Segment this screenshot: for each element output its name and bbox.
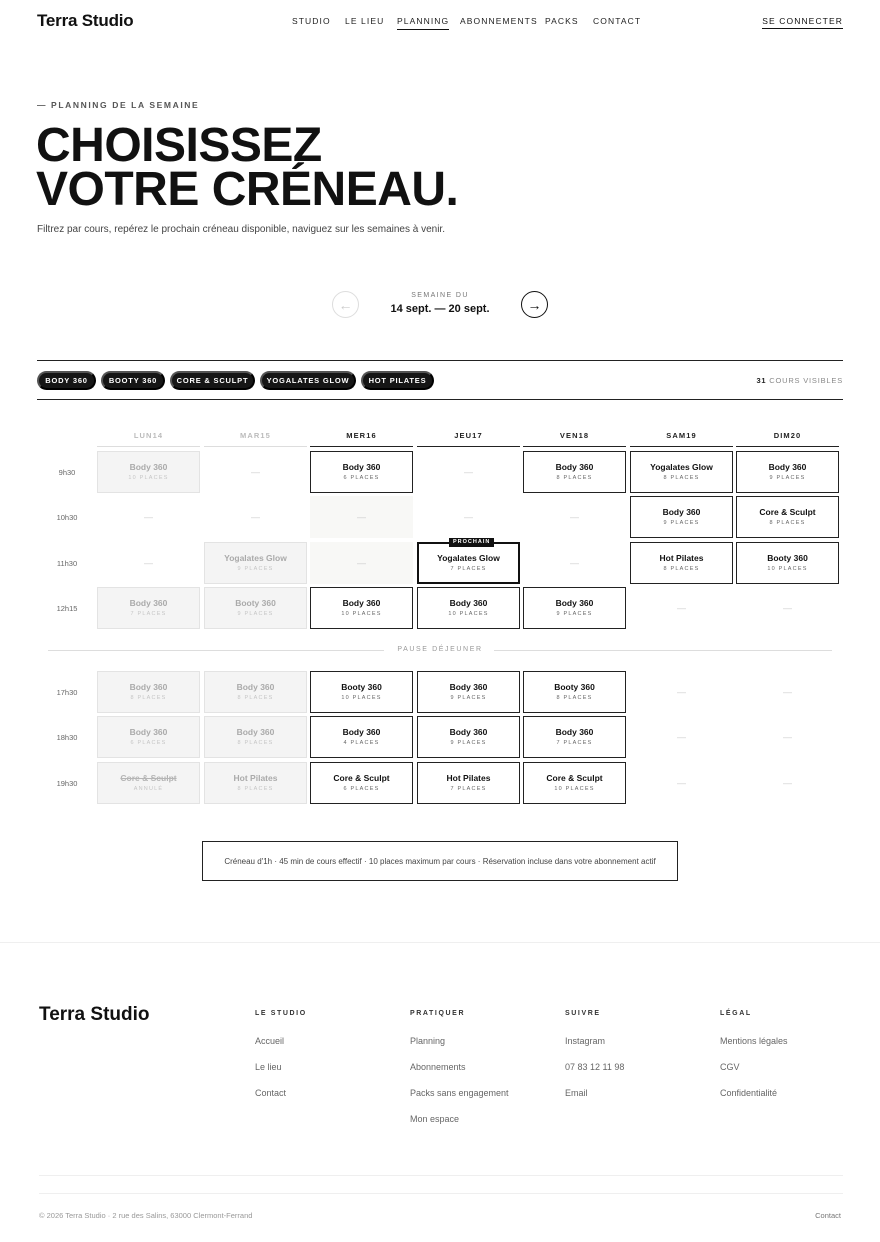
footer-divider [0, 942, 880, 943]
footer-link-contact[interactable]: Contact [255, 1088, 287, 1098]
filter-chip-hot-pilates[interactable]: HOT PILATES [361, 371, 434, 390]
class-slot [204, 671, 307, 713]
class-places: 7 PLACES [450, 566, 487, 572]
footer-link-phone[interactable]: 07 83 12 11 98 [565, 1062, 625, 1072]
section-eyebrow: — PLANNING DE LA SEMAINE [37, 100, 200, 110]
class-name: Booty 360 [554, 682, 595, 692]
empty-slot: — [677, 687, 686, 697]
footer-link-accueil[interactable]: Accueil [255, 1036, 285, 1046]
day-header-rule [310, 446, 413, 447]
filter-chip-body-360[interactable]: BODY 360 [37, 371, 96, 390]
empty-slot: — [783, 687, 792, 697]
class-name: Booty 360 [767, 553, 808, 563]
class-slot[interactable] [523, 762, 626, 804]
class-places: 8 PLACES [556, 695, 593, 701]
class-name: Yogalates Glow [650, 462, 713, 472]
week-label: SEMAINE DU [411, 292, 469, 299]
class-name: Core & Sculpt [333, 773, 390, 783]
class-name: Hot Pilates [659, 553, 704, 563]
class-slot [97, 451, 200, 493]
nav-studio[interactable]: STUDIO [292, 16, 331, 26]
class-slot[interactable] [310, 762, 413, 804]
class-name: Hot Pilates [233, 773, 278, 783]
class-slot[interactable] [523, 671, 626, 713]
class-places: 9 PLACES [450, 740, 487, 746]
empty-slot: — [144, 512, 153, 522]
filter-chip-booty-360[interactable]: BOOTY 360 [101, 371, 165, 390]
class-slot [97, 671, 200, 713]
class-places: 9 PLACES [769, 475, 806, 481]
class-name: Booty 360 [235, 598, 276, 608]
day-header: JEU17 [454, 431, 483, 440]
class-name: Core & Sculpt [120, 773, 177, 783]
empty-slot: — [677, 603, 686, 613]
footer-link-abonnements[interactable]: Abonnements [410, 1062, 466, 1072]
nav-le-lieu[interactable]: LE LIEU [345, 16, 385, 26]
week-range: 14 sept. — 20 sept. [390, 303, 490, 315]
pause-label: PAUSE DÉJEUNER [397, 646, 483, 653]
day-header-rule [204, 446, 307, 447]
class-name: Body 360 [342, 598, 381, 608]
day-header: MER16 [346, 431, 377, 440]
footer-link-planning[interactable]: Planning [410, 1036, 446, 1046]
footer-col-title: PRATIQUER [410, 1010, 466, 1017]
empty-slot: — [310, 496, 413, 538]
day-header-rule [736, 446, 839, 447]
class-places: 10 PLACES [128, 475, 169, 481]
class-places: 8 PLACES [237, 695, 274, 701]
class-slot[interactable] [736, 496, 839, 538]
nav-abonnements[interactable]: ABONNEMENTS [460, 16, 538, 26]
visible-count [756, 376, 843, 385]
class-places: 8 PLACES [556, 475, 593, 481]
footer-link-packs[interactable]: Packs sans engagement [410, 1088, 509, 1098]
footer-link-confidentialite[interactable]: Confidentialité [720, 1088, 778, 1098]
time-label: 9h30 [58, 468, 76, 477]
top-navigation [0, 0, 880, 44]
visible-count-value: 31 [756, 376, 767, 385]
class-slot [204, 542, 307, 584]
class-name: Body 360 [129, 598, 168, 608]
filter-chip-core-sculpt[interactable]: CORE & SCULPT [170, 371, 255, 390]
pause-divider [48, 650, 384, 651]
class-name: Yogalates Glow [224, 553, 287, 563]
filter-chip-yogalates-glow[interactable]: YOGALATES GLOW [260, 371, 356, 390]
next-week-button[interactable] [521, 291, 548, 318]
class-slot [97, 716, 200, 758]
visible-count-label: COURS VISIBLES [766, 376, 843, 385]
class-places: 6 PLACES [130, 740, 167, 746]
class-slot[interactable] [630, 496, 733, 538]
footer-col-title: LÉGAL [720, 1010, 752, 1017]
day-header: MAR15 [240, 431, 271, 440]
empty-slot: — [677, 732, 686, 742]
class-slot [204, 762, 307, 804]
class-slot [97, 587, 200, 629]
filters-top-rule [37, 360, 843, 361]
class-name: Body 360 [342, 462, 381, 472]
footer-rule [39, 1193, 843, 1194]
empty-slot: — [251, 512, 260, 522]
class-places: 9 PLACES [556, 611, 593, 617]
empty-slot: — [570, 512, 579, 522]
day-header-rule [417, 446, 520, 447]
footer-link-le-lieu[interactable]: Le lieu [255, 1062, 282, 1072]
class-places: 6 PLACES [343, 475, 380, 481]
class-slot[interactable] [736, 542, 839, 584]
empty-slot: — [464, 467, 473, 477]
class-slot[interactable] [417, 716, 520, 758]
class-slot[interactable] [310, 587, 413, 629]
class-places: 7 PLACES [130, 611, 167, 617]
page-title-line-2: VOTRE CRÉNEAU. [36, 163, 459, 216]
class-places: 8 PLACES [130, 695, 167, 701]
class-name: Booty 360 [341, 682, 382, 692]
footer-link-mon-espace[interactable]: Mon espace [410, 1114, 460, 1124]
class-places: 8 PLACES [237, 740, 274, 746]
arrow-right-icon: → [527, 296, 542, 313]
empty-slot: — [783, 732, 792, 742]
nav-packs[interactable]: PACKS [545, 16, 579, 26]
footer-link-cgv[interactable]: CGV [720, 1062, 740, 1072]
class-places: 8 PLACES [663, 475, 700, 481]
main-nav [0, 16, 880, 32]
class-slot-cancelled [97, 762, 200, 804]
copyright: © 2026 Terra Studio · 2 rue des Salins, 63000 Clermont-Ferrand [39, 1211, 253, 1220]
class-name: Body 360 [555, 462, 594, 472]
empty-slot: — [570, 558, 579, 568]
class-places: 10 PLACES [554, 786, 595, 792]
class-slot [204, 716, 307, 758]
class-name: Body 360 [662, 507, 701, 517]
empty-slot: — [783, 603, 792, 613]
footer-rule [39, 1175, 843, 1176]
footer-col-pratiquer [410, 1010, 509, 1140]
class-places: 4 PLACES [343, 740, 380, 746]
class-slot[interactable] [310, 451, 413, 493]
time-label: 19h30 [56, 779, 78, 788]
footer-link-instagram[interactable]: Instagram [565, 1036, 606, 1046]
nav-planning[interactable]: PLANNING [397, 16, 449, 30]
class-slot[interactable] [523, 451, 626, 493]
time-label: 10h30 [56, 513, 78, 522]
class-places: 7 PLACES [556, 740, 593, 746]
class-name: Body 360 [129, 682, 168, 692]
class-slot[interactable] [417, 671, 520, 713]
class-name: Body 360 [768, 462, 807, 472]
empty-slot: — [464, 512, 473, 522]
class-slot[interactable] [310, 716, 413, 758]
class-name: Yogalates Glow [437, 553, 500, 563]
day-header-rule [97, 446, 200, 447]
pause-divider [494, 650, 832, 651]
class-slot[interactable] [417, 587, 520, 629]
day-header: LUN14 [133, 431, 164, 440]
class-places: 10 PLACES [767, 566, 808, 572]
class-name: Hot Pilates [446, 773, 491, 783]
empty-slot: — [144, 558, 153, 568]
class-places: 7 PLACES [450, 786, 487, 792]
class-places: 8 PLACES [663, 566, 700, 572]
footer-link-mentions-legales[interactable]: Mentions légales [720, 1036, 788, 1046]
class-places: 10 PLACES [341, 695, 382, 701]
class-places: 9 PLACES [663, 520, 700, 526]
class-places: 8 PLACES [769, 520, 806, 526]
day-header-rule [523, 446, 626, 447]
class-slot[interactable] [736, 451, 839, 493]
info-box: Créneau d'1h · 45 min de cours effectif · 10 places maximum par cours · Réservation incluse dans votre abonnement actif [202, 841, 678, 881]
page-title [36, 119, 459, 216]
page-title-line-1: CHOISISSEZ [36, 119, 322, 172]
class-name: Body 360 [236, 682, 275, 692]
empty-slot: — [677, 778, 686, 788]
class-places: 9 PLACES [237, 566, 274, 572]
time-label: 18h30 [56, 733, 78, 742]
arrow-left-icon: ← [338, 296, 353, 313]
class-name: Body 360 [449, 682, 488, 692]
class-name: Core & Sculpt [546, 773, 603, 783]
nav-contact[interactable]: CONTACT [593, 16, 642, 26]
site-logo[interactable]: Terra Studio [37, 11, 134, 30]
time-label: 11h30 [56, 559, 78, 568]
day-header-rule [630, 446, 733, 447]
class-slot[interactable] [523, 716, 626, 758]
footer-col-suivre [565, 1010, 624, 1114]
class-slot-next[interactable] [417, 539, 520, 584]
class-places: 6 PLACES [343, 786, 380, 792]
class-slot[interactable] [630, 451, 733, 493]
class-slot [204, 587, 307, 629]
empty-slot: — [783, 778, 792, 788]
class-name: Body 360 [129, 727, 168, 737]
class-name: Body 360 [342, 727, 381, 737]
class-places: 10 PLACES [448, 611, 489, 617]
class-name: Body 360 [555, 727, 594, 737]
footer-col-title: SUIVRE [565, 1010, 601, 1017]
class-slot[interactable] [417, 762, 520, 804]
class-places: 10 PLACES [341, 611, 382, 617]
next-badge: PROCHAIN [449, 538, 494, 547]
footer-logo[interactable]: Terra Studio [39, 1004, 150, 1025]
footer-contact-link[interactable]: Contact [815, 1211, 841, 1220]
login-link[interactable]: SE CONNECTER [762, 16, 843, 29]
day-header: VEN18 [559, 431, 590, 440]
class-name: Body 360 [129, 462, 168, 472]
footer-col-legal [720, 1010, 788, 1114]
time-label: 17h30 [56, 688, 78, 697]
class-places: 8 PLACES [237, 786, 274, 792]
class-slot[interactable] [310, 671, 413, 713]
previous-week-button[interactable] [332, 291, 359, 318]
filters-bottom-rule [37, 399, 843, 400]
class-name: Body 360 [236, 727, 275, 737]
class-name: Body 360 [449, 727, 488, 737]
class-name: Body 360 [555, 598, 594, 608]
time-label: 12h15 [56, 604, 78, 613]
empty-slot: — [251, 467, 260, 477]
footer-col-le-studio [255, 1010, 307, 1114]
page-subtitle: Filtrez par cours, repérez le prochain créneau disponible, naviguez sur les semaines à venir. [37, 224, 445, 235]
class-name: Body 360 [449, 598, 488, 608]
footer-link-email[interactable]: Email [565, 1088, 588, 1098]
class-places: ANNULÉ [133, 786, 164, 792]
day-header: SAM19 [666, 431, 697, 440]
footer-col-title: LE STUDIO [255, 1010, 307, 1017]
class-name: Core & Sculpt [759, 507, 816, 517]
day-header: DIM20 [773, 431, 802, 440]
class-places: 9 PLACES [237, 611, 274, 617]
empty-slot: — [310, 542, 413, 584]
class-slot[interactable] [630, 542, 733, 584]
class-places: 9 PLACES [450, 695, 487, 701]
class-slot[interactable] [523, 587, 626, 629]
